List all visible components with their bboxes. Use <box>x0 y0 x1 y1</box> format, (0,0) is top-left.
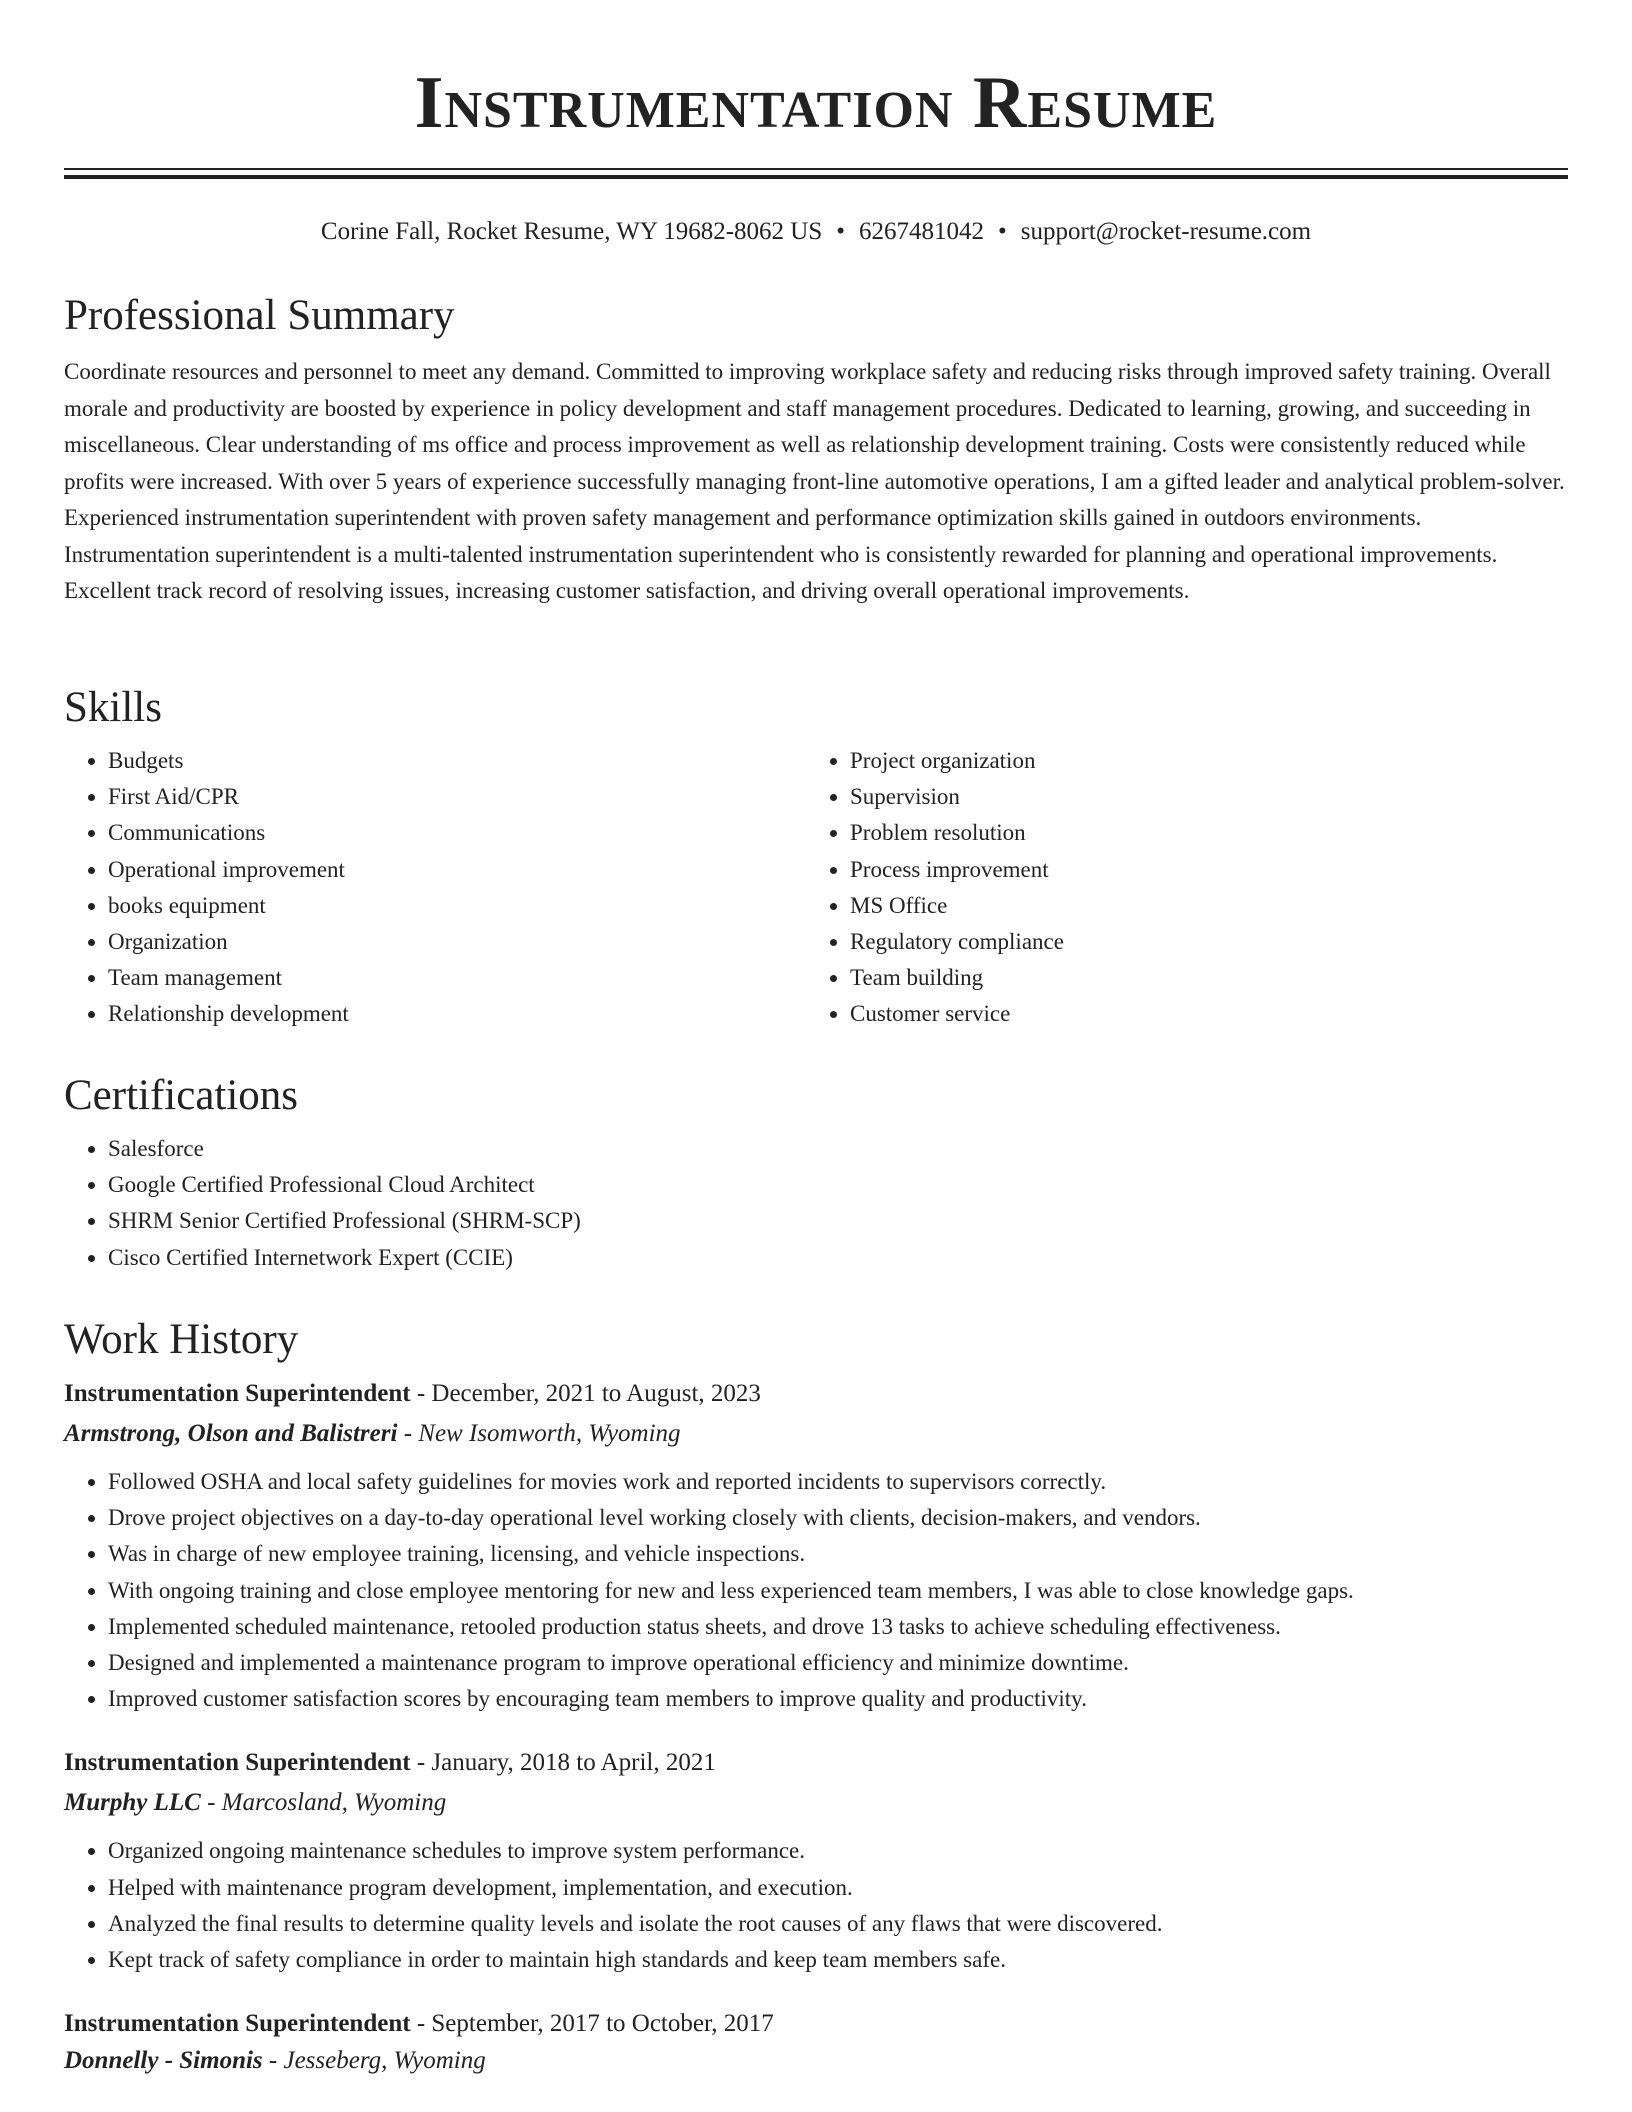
certification-item: • SHRM Senior Certified Professional (SHRM-SCP) <box>108 1203 1568 1239</box>
job-company-line: Donnelly - Simonis - Jesseberg, Wyoming <box>64 2047 486 2075</box>
summary-heading: Professional Summary <box>64 292 455 339</box>
job-title-line: Instrumentation Superintendent - December, 2021 to August, 2023 <box>64 1380 761 1407</box>
job-company: Donnelly - Simonis <box>64 2047 263 2075</box>
job-entry <box>64 1743 1568 1978</box>
skill-item: • Process improvement <box>850 852 1548 888</box>
skill-item: • Regulatory compliance <box>850 924 1548 960</box>
job-entry <box>64 1374 1568 1717</box>
skill-item: • Team building <box>850 960 1548 996</box>
certification-item: • Google Certified Professional Cloud Architect <box>108 1167 1568 1203</box>
job-location: Jesseberg, Wyoming <box>283 2047 486 2075</box>
job-bullet: • Drove project objectives on a day-to-day operational level working closely with clients, decision-makers, and vendors. <box>108 1500 1568 1536</box>
skill-item: • books equipment <box>108 888 806 924</box>
skill-item: • Team management <box>108 960 806 996</box>
summary-text: Coordinate resources and personnel to meet any demand. Committed to improving workplace safety and reducing risks through improved safety training. Overall morale and productivity are boosted by experience in policy development and staff management procedures. Dedicated to learning, growing, and succeeding in miscellaneous. Clear understanding of ms office and process improvement as well as relationship development training. Costs were consistently reduced while profits were increased. With over 5 years of experience successfully managing front-line automotive operations, I am a gifted leader and analytical problem-solver. Experienced instrumentation superintendent with proven safety management and performance optimization skills gained in outdoors environments. Instrumentation superintendent is a multi-talented instrumentation superintendent who is consistently rewarded for planning and operational improvements. Excellent track record of resolving issues, increasing customer satisfaction, and driving overall operational improvements. <box>64 359 1565 603</box>
job-title: Instrumentation Superintendent <box>64 1380 411 1407</box>
job-bullets <box>64 1464 1568 1717</box>
contact-separator: • <box>836 218 846 245</box>
work-history-heading: Work History <box>64 1316 299 1363</box>
summary-section <box>64 290 1568 610</box>
certifications-section <box>64 1070 1568 1276</box>
title-divider-thick <box>64 175 1568 179</box>
page-title: Instrumentation Resume <box>414 62 1218 144</box>
skill-item: • Customer service <box>850 996 1548 1032</box>
job-bullets <box>64 1833 1568 1978</box>
job-location: New Isomworth, Wyoming <box>418 1420 681 1447</box>
job-entry <box>64 2004 1568 2078</box>
job-dates: January, 2018 to April, 2021 <box>431 1749 716 1777</box>
skill-item: • Budgets <box>108 743 806 779</box>
job-title-line: Instrumentation Superintendent - January, 2018 to April, 2021 <box>64 1749 716 1777</box>
skill-item: • Problem resolution <box>850 815 1548 851</box>
skill-item: • Organization <box>108 924 806 960</box>
contact-email: support@rocket-resume.com <box>1020 218 1312 245</box>
skill-item: • Project organization <box>850 743 1548 779</box>
certification-item: • Salesforce <box>108 1131 1568 1167</box>
certification-item: • Cisco Certified Internetwork Expert (CCIE) <box>108 1240 1568 1276</box>
skills-list-right <box>806 743 1548 1033</box>
job-bullet: • Followed OSHA and local safety guidelines for movies work and reported incidents to supervisors correctly. <box>108 1464 1568 1500</box>
job-location: Marcosland, Wyoming <box>221 1789 447 1817</box>
skills-column-right <box>806 743 1548 1033</box>
job-dates: December, 2021 to August, 2023 <box>431 1380 761 1407</box>
job-company-line: Armstrong, Olson and Balistreri - New Isomworth, Wyoming <box>64 1420 681 1447</box>
certifications-list <box>64 1131 1568 1276</box>
skill-item: • Relationship development <box>108 996 806 1032</box>
job-bullet: • Improved customer satisfaction scores by encouraging team members to improve quality and productivity. <box>108 1681 1568 1717</box>
job-bullet: • Analyzed the final results to determine quality levels and isolate the root causes of any flaws that were discovered. <box>108 1906 1568 1942</box>
job-company: Armstrong, Olson and Balistreri <box>64 1420 398 1447</box>
job-bullet: • Implemented scheduled maintenance, retooled production status sheets, and drove 13 tasks to achieve scheduling effectiveness. <box>108 1609 1568 1645</box>
job-bullet: • Was in charge of new employee training, licensing, and vehicle inspections. <box>108 1536 1568 1572</box>
job-bullet: • With ongoing training and close employee mentoring for new and less experienced team members, I was able to close knowledge gaps. <box>108 1573 1568 1609</box>
contact-address: Corine Fall, Rocket Resume, WY 19682-8062 US <box>320 218 823 245</box>
skills-column-left <box>64 743 806 1033</box>
job-bullet: • Designed and implemented a maintenance program to improve operational efficiency and minimize downtime. <box>108 1645 1568 1681</box>
skills-columns <box>64 743 1568 1033</box>
work-history-section <box>64 1314 1568 2078</box>
skill-item: • First Aid/CPR <box>108 779 806 815</box>
certifications-heading: Certifications <box>64 1072 299 1119</box>
job-dates: September, 2017 to October, 2017 <box>431 2010 774 2038</box>
skill-item: • Operational improvement <box>108 852 806 888</box>
job-company: Murphy LLC <box>64 1789 201 1817</box>
skill-item: • Communications <box>108 815 806 851</box>
title-divider-thin <box>64 168 1568 170</box>
job-company-line: Murphy LLC - Marcosland, Wyoming <box>64 1789 447 1817</box>
contact-phone: 6267481042 <box>859 218 985 245</box>
skills-list-left <box>64 743 806 1033</box>
job-bullet: • Helped with maintenance program development, implementation, and execution. <box>108 1870 1568 1906</box>
job-title: Instrumentation Superintendent <box>64 2010 411 2038</box>
skills-section <box>64 682 1568 1033</box>
job-title-line: Instrumentation Superintendent - September, 2017 to October, 2017 <box>64 2010 774 2038</box>
skill-item: • MS Office <box>850 888 1548 924</box>
contact-line <box>64 212 1568 252</box>
contact-separator: • <box>998 218 1007 245</box>
skill-item: • Supervision <box>850 779 1548 815</box>
skills-heading: Skills <box>64 684 162 731</box>
job-bullet: • Organized ongoing maintenance schedules to improve system performance. <box>108 1833 1568 1869</box>
job-bullet: • Kept track of safety compliance in order to maintain high standards and keep team members safe. <box>108 1942 1568 1978</box>
job-title: Instrumentation Superintendent <box>64 1749 411 1777</box>
